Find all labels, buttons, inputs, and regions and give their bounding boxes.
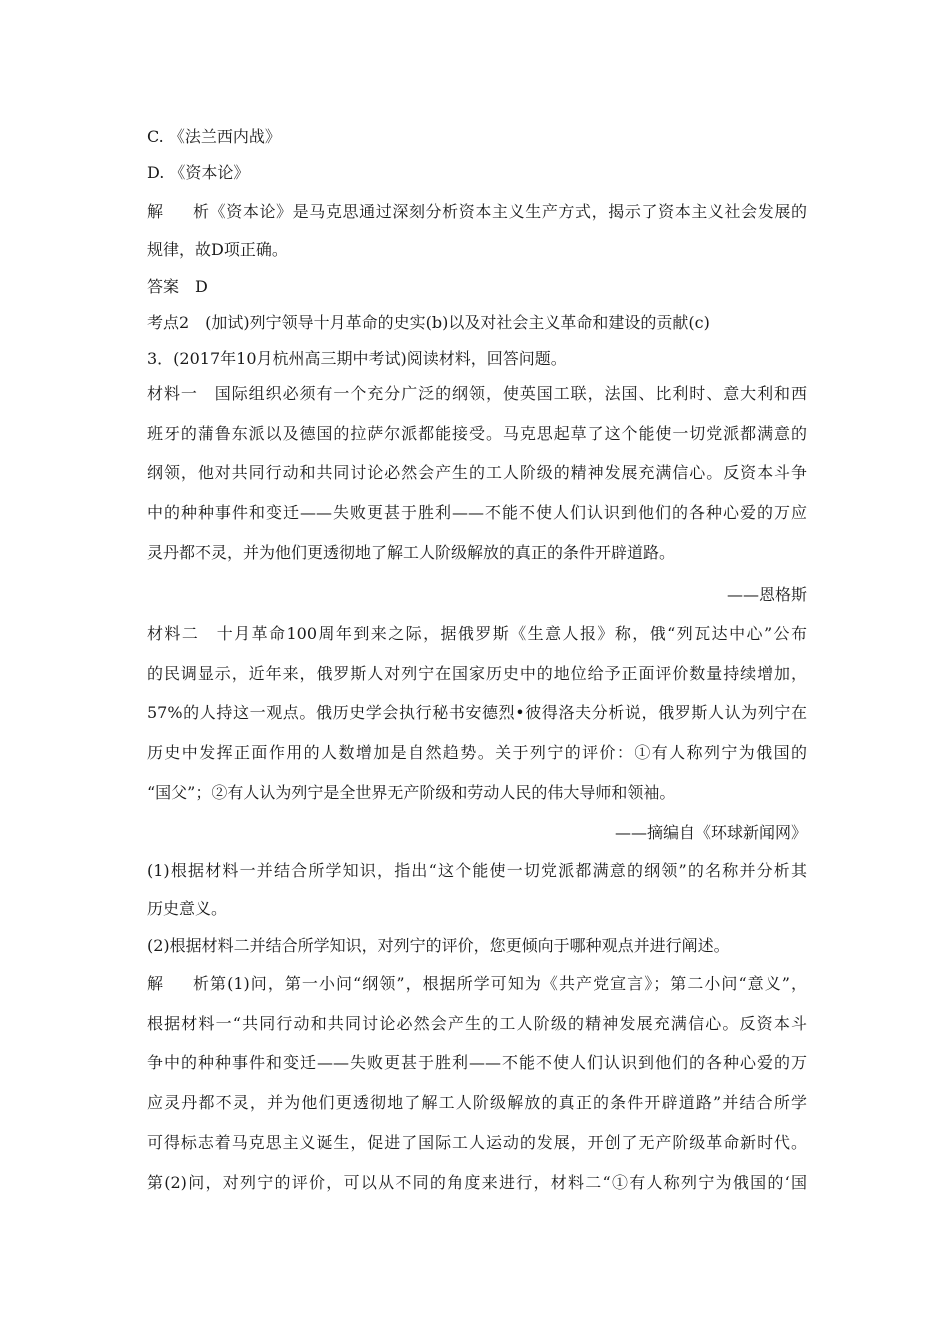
analysis-1-line-2: 规律，故D项正确。: [147, 240, 288, 259]
material-1-line-5: 灵丹都不灵，并为他们更透彻地了解工人阶级解放的真正的条件开辟道路。: [147, 543, 676, 562]
answer-label: 答案: [147, 277, 180, 296]
analysis-1-text: 《资本论》是马克思通过深刻分析资本主义生产方式，揭示了资本主义社会发展的: [209, 202, 807, 221]
analysis-2-line-2: 根据材料一“共同行动和共同讨论必然会产生的工人阶级的精神发展充满信心。反资本斗: [147, 1014, 807, 1033]
sub-question-2: (2)根据材料二并结合所学知识，对列宁的评价，您更倾向于哪种观点并进行阐述。: [147, 936, 730, 955]
analysis-2-line-4: 应灵丹都不灵，并为他们更透彻地了解工人阶级解放的真正的条件开辟道路”并结合所学: [147, 1093, 807, 1112]
material-1-line-4: 中的种种事件和变迁——失败更甚于胜利——不能不使人们认识到他们的各种心爱的万应: [147, 503, 807, 522]
sub-question-1-line-2: 历史意义。: [147, 899, 228, 918]
material-1-line-2: 班牙的蒲鲁东派以及德国的拉萨尔派都能接受。马克思起草了这个能使一切党派都满意的: [147, 424, 807, 443]
material-1-line-3: 纲领，他对共同行动和共同讨论必然会产生的工人阶级的精神发展充满信心。反资本斗争: [147, 463, 807, 482]
exam-point-heading: 考点2 (加试)列宁领导十月革命的史实(b)以及对社会主义革命和建设的贡献(c): [147, 313, 710, 332]
option-d: D. 《资本论》: [147, 163, 250, 182]
analysis-2-line-1: [147, 974, 807, 994]
material-1-source: ——恩格斯: [726, 585, 807, 604]
material-2-line-5: “国父”；②有人认为列宁是全世界无产阶级和劳动人民的伟大导师和领袖。: [147, 783, 676, 802]
analysis-2-line-6: 第(2)问，对列宁的评价，可以从不同的角度来进行，材料二“①有人称列宁为俄国的‘国: [147, 1173, 807, 1192]
material-2-source: ——摘编自《环球新闻网》: [614, 823, 807, 842]
option-c: C. 《法兰西内战》: [147, 127, 281, 146]
material-2-line-1: 材料二 十月革命100周年到来之际，据俄罗斯《生意人报》称，俄“列瓦达中心”公布: [147, 624, 807, 643]
analysis-2-line-3: 争中的种种事件和变迁——失败更甚于胜利——不能不使人们认识到他们的各种心爱的万: [147, 1053, 807, 1072]
analysis-label: 解析: [147, 974, 209, 993]
material-2-line-4: 历史中发挥正面作用的人数增加是自然趋势。关于列宁的评价：①有人称列宁为俄国的: [147, 743, 807, 762]
analysis-2-text: 第(1)问，第一小问“纲领”，根据所学可知为《共产党宣言》；第二小问“意义”，: [209, 974, 807, 993]
material-1-line-1: 材料一 国际组织必须有一个充分广泛的纲领，使英国工联，法国、比利时、意大利和西: [147, 384, 807, 403]
material-2-line-2: 的民调显示，近年来，俄罗斯人对列宁在国家历史中的地位给予正面评价数量持续增加，: [147, 664, 807, 683]
analysis-label: 解析: [147, 202, 209, 221]
analysis-2-line-5: 可得标志着马克思主义诞生，促进了国际工人运动的发展，开创了无产阶级革命新时代。: [147, 1133, 807, 1152]
sub-question-1-line-1: (1)根据材料一并结合所学知识，指出“这个能使一切党派都满意的纲领”的名称并分析其: [147, 861, 807, 880]
analysis-1-line-1: [147, 202, 807, 222]
material-2-line-3: 57%的人持这一观点。俄历史学会执行秘书安德烈•彼得洛夫分析说，俄罗斯人认为列宁在: [147, 703, 807, 722]
question-3-stem: 3．(2017年10月杭州高三期中考试)阅读材料，回答问题。: [147, 349, 567, 368]
answer-value: D: [195, 277, 208, 296]
answer-line: [147, 277, 807, 297]
